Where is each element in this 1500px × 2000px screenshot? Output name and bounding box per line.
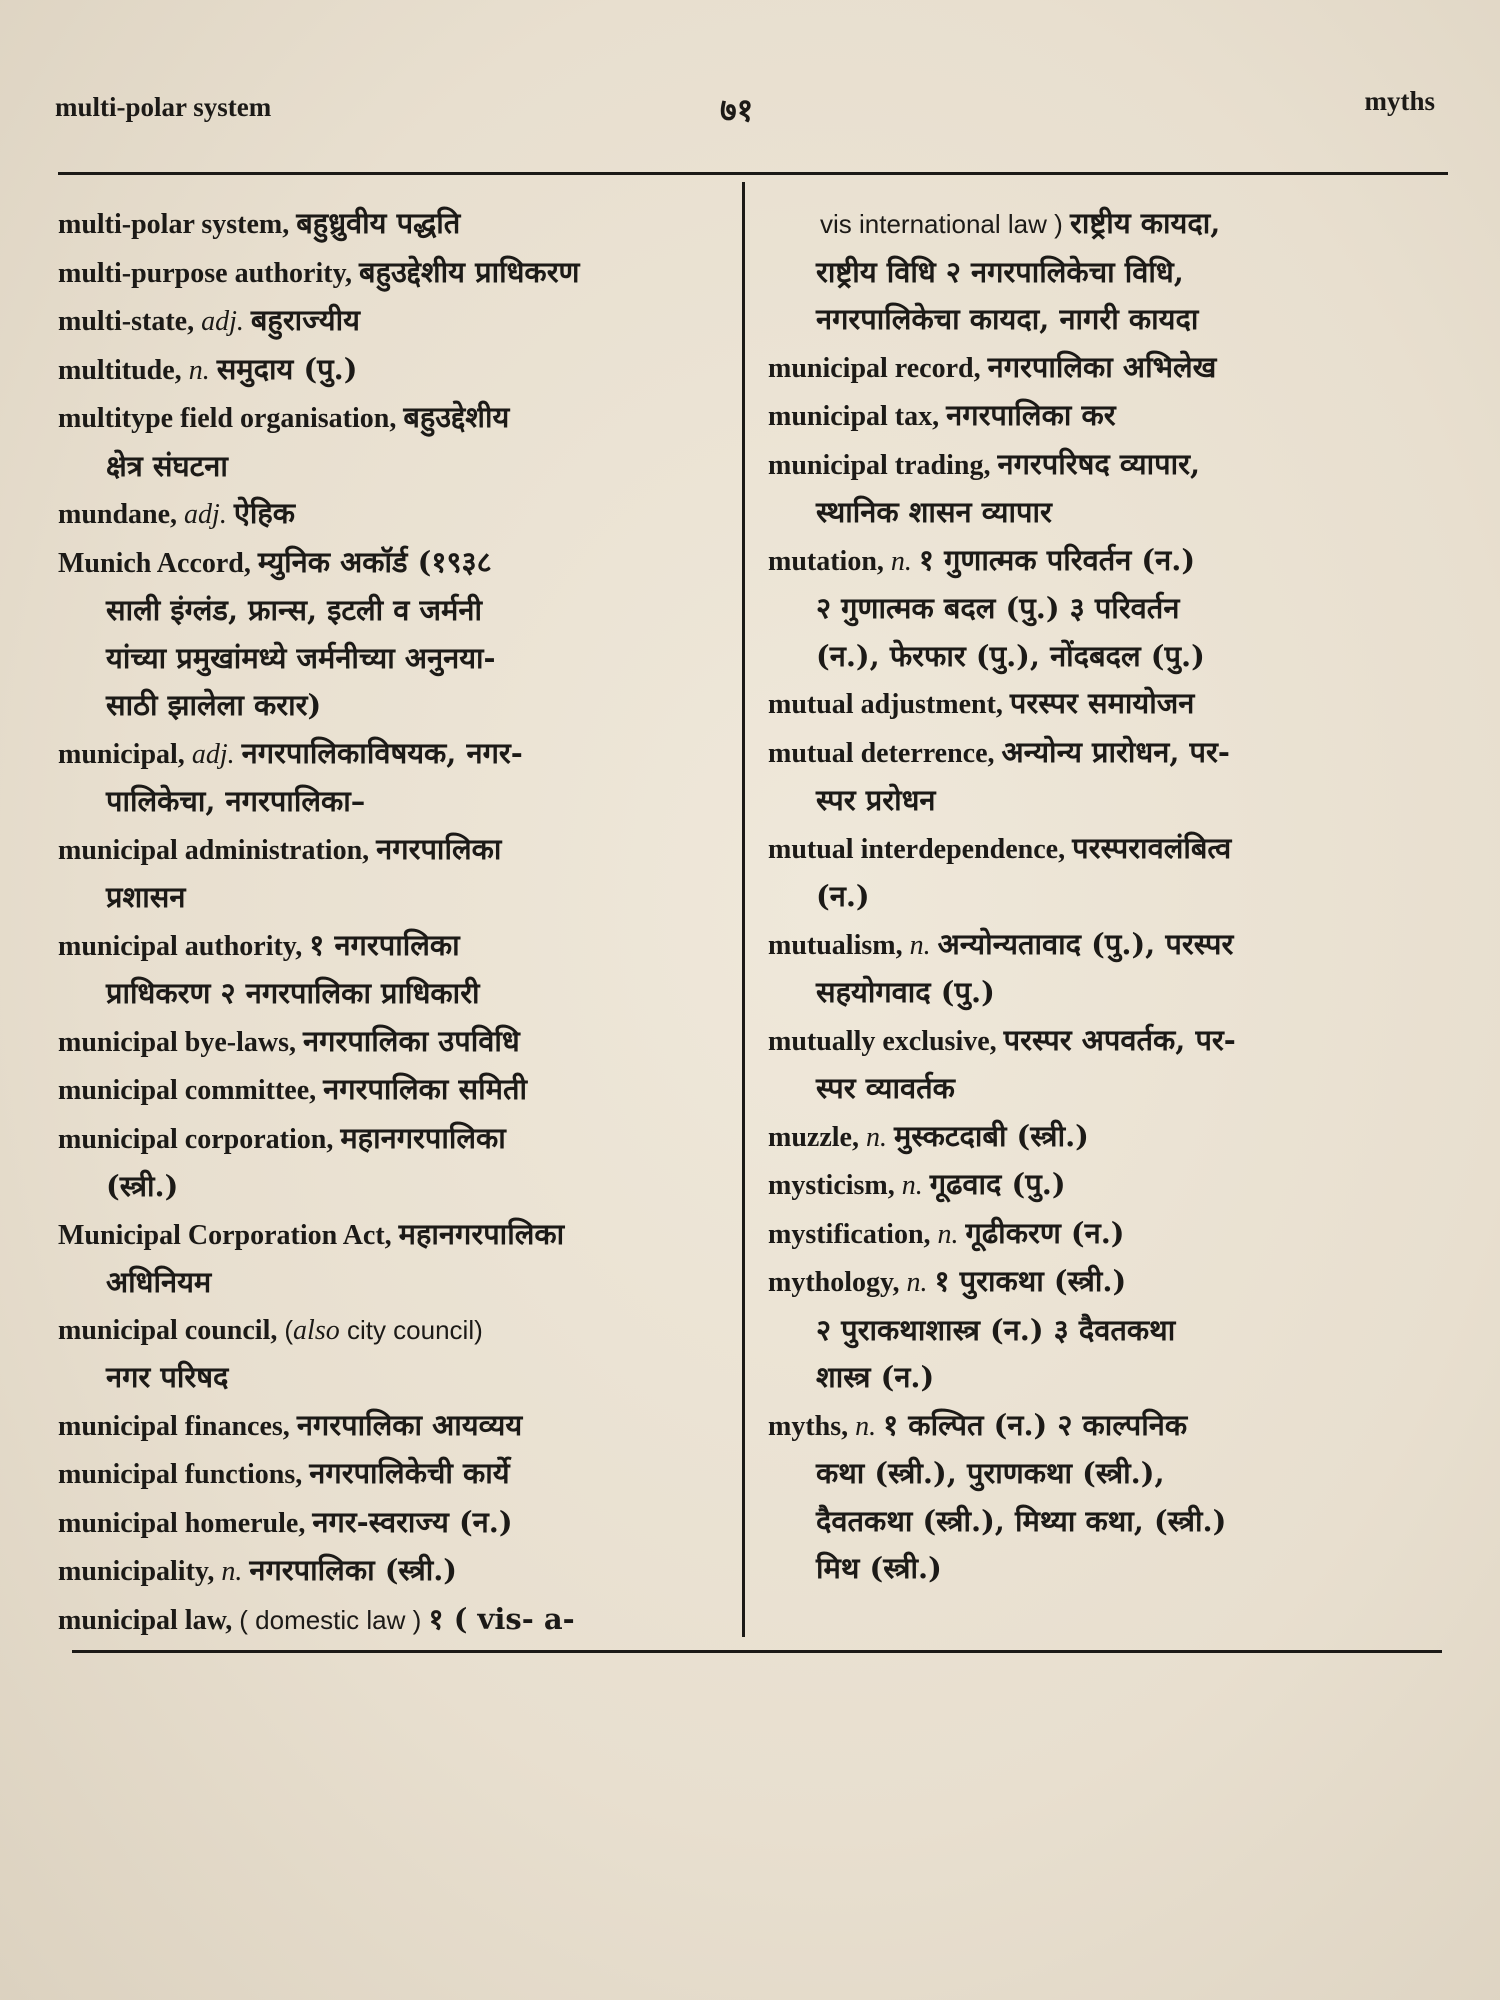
entry-first-line xyxy=(768,1113,1440,1162)
dictionary-entry xyxy=(768,200,1440,344)
dictionary-entry xyxy=(58,922,736,1018)
entry-definition: राष्ट्रीय कायदा, xyxy=(1070,206,1221,240)
entry-part-of-speech: adj. xyxy=(184,499,234,530)
entry-definition: नगरपालिका समिती xyxy=(323,1072,527,1106)
dictionary-entry xyxy=(58,394,736,490)
dictionary-entry xyxy=(768,1017,1440,1113)
entry-continuation: शास्त्र (न.) xyxy=(816,1360,935,1394)
entry-continuation: प्रशासन xyxy=(106,880,186,914)
dictionary-entry xyxy=(58,1018,736,1067)
entry-term: municipal tax, xyxy=(768,401,947,432)
entry-definition: समुदाय (पु.) xyxy=(216,351,358,386)
entry-first-line xyxy=(58,1211,736,1260)
entry-first-line xyxy=(58,1402,736,1451)
entry-term: municipal administration, xyxy=(58,834,377,866)
entry-continuation: स्थानिक शासन व्यापार xyxy=(816,495,1052,529)
entry-first-line xyxy=(768,1210,1440,1259)
entry-part-of-speech: n. xyxy=(221,1556,250,1587)
entry-definition: नगरपालिका xyxy=(376,831,502,866)
entry-first-line xyxy=(58,394,736,443)
entry-term: mutation, xyxy=(768,545,891,577)
entry-first-line xyxy=(58,1547,736,1596)
dictionary-entry xyxy=(768,729,1440,825)
entry-definition: १ पुराकथा (स्त्री.) xyxy=(934,1264,1127,1298)
entry-continuation: पालिकेचा, नगरपालिका– xyxy=(106,784,366,818)
dictionary-entry xyxy=(58,1307,736,1402)
entry-definition: म्युनिक अकॉर्ड (१९३८ xyxy=(257,544,492,579)
entry-first-line xyxy=(58,1499,736,1548)
left-guide-word: multi-polar system xyxy=(55,92,272,122)
entry-term: municipal bye-laws, xyxy=(58,1026,304,1058)
entry-part-of-speech: n. xyxy=(937,1218,966,1250)
entry-term: mysticism, xyxy=(768,1170,902,1201)
entry-first-line xyxy=(768,1258,1440,1307)
entry-term: mutual adjustment, xyxy=(768,689,1010,720)
footer-rule xyxy=(72,1650,1442,1653)
entry-term: mythology, xyxy=(768,1267,907,1298)
entry-definition: बहुराज्यीय xyxy=(250,303,360,337)
dictionary-entry xyxy=(58,1596,736,1645)
dictionary-entry xyxy=(768,1258,1440,1402)
entry-term: multi-state, xyxy=(58,306,202,337)
entry-definition: नगरपरिषद व्यापार, xyxy=(997,446,1201,481)
entry-definition: मुस्कटदाबी (स्त्री.) xyxy=(893,1118,1089,1153)
entry-term: mundane, xyxy=(58,499,185,530)
entry-continuation: स्पर प्ररोधन xyxy=(816,783,936,817)
entry-definition: बहुउद्देशीय xyxy=(403,400,510,434)
entry-definition: परस्पर अपवर्तक, पर- xyxy=(1003,1022,1236,1057)
dictionary-entry xyxy=(58,346,736,395)
entry-continuation: साठी झालेला करार) xyxy=(106,688,322,722)
dictionary-entry xyxy=(768,392,1440,441)
entry-first-line xyxy=(768,344,1440,393)
entry-continuation: २ गुणात्मक बदल (पु.) ३ परिवर्तन xyxy=(816,591,1180,625)
entry-note: vis international law ) xyxy=(820,209,1070,239)
entry-first-line xyxy=(768,729,1440,778)
entry-first-line xyxy=(58,200,736,249)
entry-term: Munich Accord, xyxy=(58,547,258,579)
entry-term: municipality, xyxy=(58,1556,222,1587)
entry-continuation: (न.) xyxy=(816,879,870,913)
entry-first-line xyxy=(768,1017,1440,1066)
entry-first-line xyxy=(768,392,1440,441)
entry-first-line xyxy=(768,921,1440,970)
entry-term: municipal committee, xyxy=(58,1075,324,1106)
entry-continuation: कथा (स्त्री.), पुराणकथा (स्त्री.), xyxy=(816,1456,1165,1490)
entry-first-line xyxy=(58,1596,736,1645)
entry-continuation: (स्त्री.) xyxy=(106,1169,179,1203)
entry-definition: नगरपालिका आयव्यय xyxy=(296,1407,523,1442)
dictionary-entry xyxy=(768,1113,1440,1162)
entry-term: multi-polar system, xyxy=(58,209,297,240)
entry-definition: १ गुणात्मक परिवर्तन (न.) xyxy=(918,542,1196,577)
entry-note: city council) xyxy=(339,1314,483,1345)
entry-definition: ऐहिक xyxy=(233,496,296,530)
entry-first-line xyxy=(58,490,736,539)
entry-term: mutual interdependence, xyxy=(768,833,1073,865)
dictionary-entry xyxy=(768,680,1440,729)
entry-first-line xyxy=(58,922,736,971)
entry-first-line xyxy=(58,346,736,395)
entry-continuation: २ पुराकथाशास्त्र (न.) ३ दैवतकथा xyxy=(816,1312,1176,1347)
entry-first-line xyxy=(58,1450,736,1499)
entry-term: multitype field organisation, xyxy=(58,403,404,434)
entry-continuation: मिथ (स्त्री.) xyxy=(816,1551,942,1585)
entry-part-of-speech: adj. xyxy=(191,738,242,770)
entry-note: ( domestic law ) xyxy=(239,1604,429,1635)
entry-first-line xyxy=(58,1115,736,1164)
entry-continuation: स्पर व्यावर्तक xyxy=(816,1071,955,1105)
entry-part-of-speech: adj. xyxy=(201,306,251,337)
dictionary-entry xyxy=(768,441,1440,537)
entry-note: ( xyxy=(284,1314,294,1345)
entry-term: mystification, xyxy=(768,1218,938,1250)
dictionary-entry xyxy=(58,1499,736,1548)
header-rule xyxy=(58,172,1448,175)
dictionary-entry xyxy=(58,1547,736,1596)
entry-continuation: साली इंग्लंड, फ्रान्स, इटली व जर्मनी xyxy=(106,593,482,627)
entry-definition: महानगरपालिका xyxy=(340,1120,506,1155)
entry-first-line xyxy=(58,826,736,875)
entry-first-line xyxy=(768,1161,1440,1210)
entry-definition: परस्पर समायोजन xyxy=(1009,686,1195,720)
entry-definition: नगरपालिका अभिलेख xyxy=(987,349,1217,384)
entry-continuation: दैवतकथा (स्त्री.), मिथ्या कथा, (स्त्री.) xyxy=(816,1503,1227,1538)
entry-term: myths, xyxy=(768,1410,856,1442)
entry-continuation: नगरपालिकेचा कायदा, नागरी कायदा xyxy=(816,302,1199,336)
entry-first-line xyxy=(58,249,736,298)
entry-term: municipal functions, xyxy=(58,1459,310,1490)
entry-continuation: राष्ट्रीय विधि २ नगरपालिकेचा विधि, xyxy=(816,254,1184,289)
dictionary-entry xyxy=(58,249,736,298)
entry-definition: परस्परावलंबित्व xyxy=(1072,830,1232,865)
entry-definition: गूढीकरण (न.) xyxy=(965,1215,1125,1250)
dictionary-entry xyxy=(768,344,1440,393)
dictionary-entry xyxy=(58,1402,736,1451)
entry-part-of-speech: n. xyxy=(855,1410,884,1442)
dictionary-entry xyxy=(768,921,1440,1017)
entry-note-italic: also xyxy=(293,1314,340,1346)
entry-continuation: (न.), फेरफार (पु.), नोंदबदल (पु.) xyxy=(816,638,1205,673)
left-column xyxy=(58,200,736,1644)
entry-definition: नगरपालिका उपविधि xyxy=(303,1023,520,1058)
entry-definition: अन्योन्य प्रारोधन, पर- xyxy=(1001,734,1230,769)
entry-first-line xyxy=(58,1018,736,1067)
entry-term: municipal record, xyxy=(768,352,988,384)
entry-term: municipal law, xyxy=(58,1604,240,1636)
entry-term: municipal homerule, xyxy=(58,1507,313,1539)
entry-definition: नगर-स्वराज्य (न.) xyxy=(312,1504,513,1539)
dictionary-entry xyxy=(768,1210,1440,1259)
entry-term: multitude, xyxy=(58,354,189,386)
column-divider xyxy=(742,182,745,1637)
entry-first-line xyxy=(58,297,736,346)
entry-definition: नगरपालिकेची कार्ये xyxy=(309,1456,510,1490)
dictionary-entry xyxy=(58,490,736,539)
entry-first-line xyxy=(768,441,1440,490)
dictionary-entry xyxy=(768,1161,1440,1210)
right-guide-word: myths xyxy=(1364,86,1435,116)
entry-part-of-speech: n. xyxy=(890,545,919,577)
dictionary-entry xyxy=(58,1115,736,1211)
entry-first-line xyxy=(768,200,1440,249)
entry-term: municipal, xyxy=(58,738,192,770)
entry-continuation: यांच्या प्रमुखांमध्ये जर्मनीच्या अनुनया- xyxy=(106,640,496,675)
entry-part-of-speech: n. xyxy=(909,929,938,961)
entry-term: municipal authority, xyxy=(58,930,310,962)
dictionary-entry xyxy=(768,537,1440,681)
entry-term: Municipal Corporation Act, xyxy=(58,1219,399,1251)
entry-definition: बहुध्रुवीय पद्धति xyxy=(296,206,461,240)
entry-term: multi-purpose authority, xyxy=(58,257,360,289)
entry-part-of-speech: n. xyxy=(906,1267,935,1298)
entry-continuation: प्राधिकरण २ नगरपालिका प्राधिकारी xyxy=(106,976,480,1010)
running-head xyxy=(55,86,1435,132)
entry-term: mutual deterrence, xyxy=(768,737,1002,769)
entry-definition: अन्योन्यतावाद (पु.), परस्पर xyxy=(937,926,1234,961)
right-column xyxy=(768,200,1440,1593)
entry-term: municipal corporation, xyxy=(58,1123,341,1155)
entry-continuation: सहयोगवाद (पु.) xyxy=(816,975,995,1009)
entry-term: municipal trading, xyxy=(768,449,998,481)
dictionary-entry xyxy=(58,200,736,249)
entry-definition: १ ( vis- a- xyxy=(428,1601,575,1636)
dictionary-entry xyxy=(58,1450,736,1499)
entry-first-line xyxy=(58,1307,736,1355)
entry-part-of-speech: n. xyxy=(901,1170,930,1201)
entry-definition: गूढवाद (पु.) xyxy=(929,1167,1066,1201)
entry-term: muzzle, xyxy=(768,1121,866,1153)
entry-first-line xyxy=(58,539,736,588)
dictionary-entry xyxy=(768,1402,1440,1593)
entry-continuation: क्षेत्र संघटना xyxy=(106,448,228,483)
entry-first-line xyxy=(58,730,736,779)
entry-definition: १ नगरपालिका xyxy=(309,927,460,962)
entry-first-line xyxy=(768,825,1440,874)
dictionary-entry xyxy=(58,539,736,730)
entry-first-line xyxy=(58,1066,736,1115)
entry-term: mutually exclusive, xyxy=(768,1025,1004,1057)
entry-part-of-speech: n. xyxy=(188,354,217,386)
entry-continuation: नगर परिषद xyxy=(106,1360,229,1394)
entry-definition: नगरपालिका कर xyxy=(946,398,1116,432)
dictionary-entry xyxy=(58,1066,736,1115)
dictionary-entry xyxy=(768,825,1440,921)
dictionary-entry xyxy=(58,730,736,826)
dictionary-entry xyxy=(58,297,736,346)
entry-first-line xyxy=(768,1402,1440,1451)
dictionary-entry xyxy=(58,826,736,922)
page-number: ७१ xyxy=(720,92,754,128)
entry-term: municipal council, xyxy=(58,1314,285,1346)
entry-first-line xyxy=(768,680,1440,729)
entry-definition: महानगरपालिका xyxy=(398,1216,565,1251)
entry-part-of-speech: n. xyxy=(865,1121,894,1153)
entry-first-line xyxy=(768,537,1440,586)
entry-definition: नगरपालिका (स्त्री.) xyxy=(249,1553,458,1587)
entry-continuation: अधिनियम xyxy=(106,1265,212,1299)
dictionary-entry xyxy=(58,1211,736,1307)
entry-definition: नगरपालिकाविषयक, नगर- xyxy=(241,735,523,770)
entry-definition: १ कल्पित (न.) २ काल्पनिक xyxy=(883,1407,1188,1442)
entry-term: mutualism, xyxy=(768,929,910,961)
entry-definition: बहुउद्देशीय प्राधिकरण xyxy=(359,254,580,289)
entry-term: municipal finances, xyxy=(58,1410,297,1442)
